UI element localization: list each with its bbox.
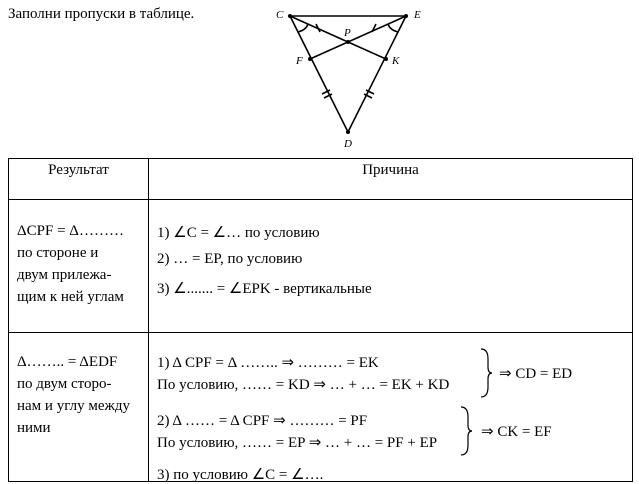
label-e: E xyxy=(414,9,421,21)
result-line: по двум сторо- xyxy=(17,376,112,392)
instruction-text: Заполни пропуски в таблице. xyxy=(8,6,195,22)
label-d: D xyxy=(344,138,352,150)
brace-icon xyxy=(479,347,493,399)
reason-line: 1) Δ CPF = Δ …….. ⇒ ……… = EK xyxy=(157,355,379,371)
reason-cell-1 xyxy=(149,200,633,333)
geometry-figure xyxy=(272,2,442,152)
conclusion-text: ⇒ CK = EF xyxy=(481,424,552,440)
result-line: ними xyxy=(17,420,51,436)
reason-cell-2 xyxy=(149,333,633,482)
result-line: Δ…….. = ΔEDF xyxy=(17,354,118,370)
conclusion-text: ⇒ CD = ED xyxy=(499,366,573,382)
result-cell-1 xyxy=(9,200,149,333)
reason-line: 2) … = EP, по условию xyxy=(157,251,303,267)
label-p: P xyxy=(344,27,351,39)
result-line: двум прилежа- xyxy=(17,267,112,283)
reason-line: 3) ∠....... = ∠EPK - вертикальные xyxy=(157,281,372,297)
result-line: ΔCPF = Δ……… xyxy=(17,223,124,239)
table-row xyxy=(9,200,633,333)
segment-ed xyxy=(348,16,406,132)
result-line: нам и углу между xyxy=(17,398,130,414)
label-c: C xyxy=(276,9,284,21)
segment-ef xyxy=(310,16,406,59)
table-row xyxy=(9,333,633,482)
angle-arc-c xyxy=(298,24,308,32)
reason-line: 2) Δ …… = Δ CPF ⇒ ……… = PF xyxy=(157,413,368,429)
answer-table xyxy=(8,158,633,482)
reason-line: По условию, …… = EP ⇒ … + … = PF + EP xyxy=(157,435,438,451)
result-cell-2 xyxy=(9,333,149,482)
segment-cd xyxy=(290,16,348,132)
result-line: щим к ней углам xyxy=(17,289,124,305)
angle-arc-e xyxy=(388,24,398,32)
label-f: F xyxy=(296,55,303,67)
header-reason: Причина xyxy=(149,159,633,200)
header-result: Результат xyxy=(9,159,149,200)
result-line: по стороне и xyxy=(17,245,99,261)
reason-line: По условию, …… = KD ⇒ … + … = EK + KD xyxy=(157,377,450,393)
segment-ck xyxy=(290,16,386,59)
reason-line: 1) ∠C = ∠… по условию xyxy=(157,225,320,241)
brace-icon xyxy=(459,405,473,457)
table-header-row xyxy=(9,159,633,200)
label-k: K xyxy=(392,55,400,67)
reason-line: 3) по условию ∠C = ∠…. xyxy=(157,467,324,483)
